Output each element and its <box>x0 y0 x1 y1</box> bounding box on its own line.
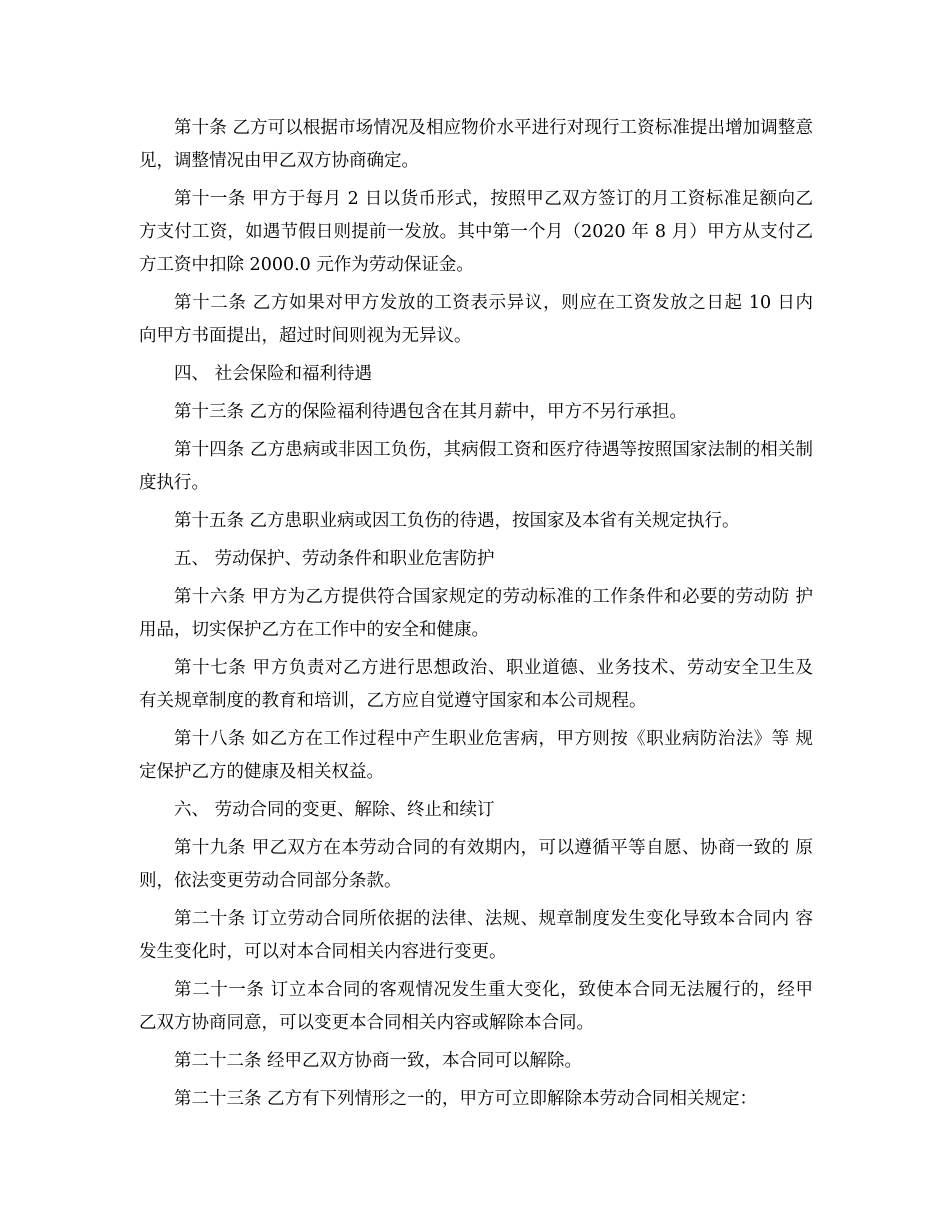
clause-18: 第十八条 如乙方在工作过程中产生职业危害病，甲方则按《职业病防治法》等 规定保护乙方的健康及相关权益。 <box>139 729 813 782</box>
clause-23: 第二十三条 乙方有下列情形之一的，甲方可立即解除本劳动合同相关规定： <box>174 1089 758 1109</box>
clause-16: 第十六条 甲方为乙方提供符合国家规定的劳动标准的工作条件和必要的劳动防 护用品，切实保护乙方在工作中的安全和健康。 <box>139 587 813 640</box>
clause-13: 第十三条 乙方的保险福利待遇包含在其月薪中，甲方不另行承担。 <box>174 402 688 422</box>
section-heading-5: 五、 劳动保护、劳动条件和职业危害防护 <box>174 549 495 569</box>
section-heading-4: 四、 社会保险和福利待遇 <box>174 364 373 384</box>
clause-10: 第十条 乙方可以根据市场情况及相应物价水平进行对现行工资标准提出增加调整意见，调整情况由甲乙双方协商确定。 <box>139 118 813 171</box>
clause-15: 第十五条 乙方患职业病或因工负伤的待遇，按国家及本省有关规定执行。 <box>174 511 740 531</box>
clause-11: 第十一条 甲方于每月 2 日以货币形式，按照甲乙双方签订的月工资标准足额向乙方支付工资，如遇节假日则提前一发放。其中第一个月（2020 年 8 月）甲方从支付乙方工资中扣除 2000.0 元作为劳动保证金。 <box>139 189 813 275</box>
clause-12: 第十二条 乙方如果对甲方发放的工资表示异议，则应在工资发放之日起 10 日内 向甲方书面提出，超过时间则视为无异议。 <box>139 293 813 346</box>
clause-17: 第十七条 甲方负责对乙方进行思想政治、职业道德、业务技术、劳动安全卫生及 有关规章制度的教育和培训，乙方应自觉遵守国家和本公司规程。 <box>139 658 813 711</box>
clause-20: 第二十条 订立劳动合同所依据的法律、法规、规章制度发生变化导致本合同内 容发生变化时，可以对本合同相关内容进行变更。 <box>139 909 813 962</box>
clause-21: 第二十一条 订立本合同的客观情况发生重大变化，致使本合同无法履行的，经甲 乙双方协商同意，可以变更本合同相关内容或解除本合同。 <box>139 980 813 1033</box>
document-body <box>139 112 813 1121</box>
clause-14: 第十四条 乙方患病或非因工负伤，其病假工资和医疗待遇等按照国家法制的相关制度执行。 <box>139 440 813 493</box>
clause-19: 第十九条 甲乙双方在本劳动合同的有效期内，可以遵循平等自愿、协商一致的 原则，依法变更劳动合同部分条款。 <box>139 838 813 891</box>
section-heading-6: 六、 劳动合同的变更、解除、终止和续订 <box>174 800 495 820</box>
clause-22: 第二十二条 经甲乙双方协商一致，本合同可以解除。 <box>174 1051 583 1071</box>
